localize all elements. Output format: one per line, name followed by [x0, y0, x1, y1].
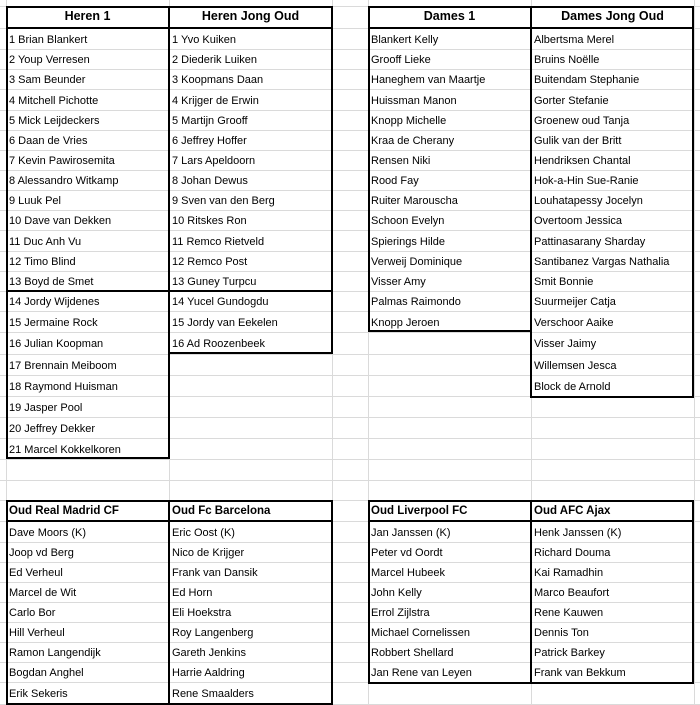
player-cell: Knopp Jeroen	[371, 317, 440, 329]
player-cell: Michael Cornelissen	[371, 627, 471, 639]
grid-row-line	[0, 311, 700, 312]
player-cell: Dennis Ton	[534, 627, 589, 639]
player-cell: Rene Kauwen	[534, 607, 604, 619]
grid-row-line	[0, 49, 700, 50]
player-cell: Spierings Hilde	[371, 236, 445, 248]
player-cell: Henk Janssen (K)	[534, 527, 622, 539]
grid-row-line	[0, 251, 700, 252]
column-header-oudBarcelona: Oud Fc Barcelona	[172, 505, 271, 517]
player-cell: Ruiter Marouscha	[371, 195, 458, 207]
player-cell: 7 Kevin Pawirosemita	[9, 155, 115, 167]
dames1-left-border	[368, 28, 370, 332]
player-cell: Robbert Shellard	[371, 647, 454, 659]
player-cell: Blankert Kelly	[371, 34, 439, 46]
heren-jong-oud-group-divider	[168, 290, 333, 292]
grid-row-line	[0, 438, 700, 439]
grid-row-line	[0, 210, 700, 211]
grid-row-line	[0, 417, 700, 418]
dames-jong-oud-right-border	[692, 28, 694, 398]
player-cell: 9 Luuk Pel	[9, 195, 61, 207]
grid-row-line	[0, 459, 700, 460]
player-cell: 11 Duc Anh Vu	[9, 236, 82, 248]
heren-jong-oud-right-border	[331, 28, 333, 354]
player-cell: Huissman Manon	[371, 95, 457, 107]
player-cell: Suurmeijer Catja	[534, 296, 616, 308]
player-cell: Nico de Krijger	[172, 547, 245, 559]
player-cell: Palmas Raimondo	[371, 296, 461, 308]
dames1-bottom-border	[368, 330, 532, 332]
oud-liverpool-bottom-border	[368, 682, 694, 684]
player-cell: 14 Yucel Gundogdu	[172, 296, 269, 308]
player-cell: Erik Sekeris	[9, 688, 68, 700]
player-cell: Verweij Dominique	[371, 256, 463, 268]
player-cell: 14 Jordy Wijdenes	[9, 296, 100, 308]
grid-row-line	[0, 170, 700, 171]
player-cell: Richard Douma	[534, 547, 611, 559]
grid-row-line	[0, 662, 700, 663]
player-cell: Hok-a-Hin Sue-Ranie	[534, 175, 639, 187]
grid-row-line	[0, 622, 700, 623]
grid-row-line	[0, 602, 700, 603]
dames1-header-border	[368, 6, 532, 29]
player-cell: Haneghem van Maartje	[371, 74, 486, 86]
player-cell: Marcel Hubeek	[371, 567, 445, 579]
oud-liverpool-left-border	[368, 521, 370, 683]
player-cell: 11 Remco Rietveld	[172, 236, 265, 248]
player-cell: 16 Ad Roozenbeek	[172, 338, 265, 350]
player-cell: 8 Johan Dewus	[172, 175, 248, 187]
player-cell: 5 Mick Leijdeckers	[9, 115, 100, 127]
grid-row-line	[0, 110, 700, 111]
grid-row-line	[0, 642, 700, 643]
player-cell: 13 Guney Turpcu	[172, 276, 257, 288]
grid-row-line	[0, 230, 700, 231]
player-cell: Grooff Lieke	[371, 54, 431, 66]
column-header-oudAjax: Oud AFC Ajax	[534, 505, 611, 517]
oud-barcelona-right-border	[331, 521, 333, 705]
oud-liverpool-right-border	[530, 521, 532, 683]
oud-real-madrid-right-border	[168, 521, 170, 705]
player-cell: Eric Oost (K)	[172, 527, 235, 539]
player-cell: Rood Fay	[371, 175, 419, 187]
player-cell: 6 Daan de Vries	[9, 135, 88, 147]
player-cell: Peter vd Oordt	[371, 547, 443, 559]
player-cell: Bogdan Anghel	[9, 667, 84, 679]
player-cell: 9 Sven van den Berg	[172, 195, 275, 207]
heren1-right-border	[168, 28, 170, 459]
player-cell: Schoon Evelyn	[371, 215, 445, 227]
player-cell: Overtoom Jessica	[534, 215, 623, 227]
column-header-oudLiverpool: Oud Liverpool FC	[371, 505, 468, 517]
player-cell: Knopp Michelle	[371, 115, 447, 127]
oud-real-madrid-header-border	[6, 500, 170, 522]
player-cell: 1 Yvo Kuiken	[172, 34, 237, 46]
grid-row-line	[0, 480, 700, 481]
player-cell: 15 Jordy van Eekelen	[172, 317, 278, 329]
player-cell: Rene Smaalders	[172, 688, 254, 700]
grid-row-line	[0, 150, 700, 151]
player-cell: Albertsma Merel	[534, 34, 615, 46]
player-cell: 2 Diederik Luiken	[172, 54, 257, 66]
player-cell: Marcel de Wit	[9, 587, 77, 599]
grid-row-line	[0, 271, 700, 272]
player-cell: Verschoor Aaike	[534, 317, 614, 329]
column-header-heren1: Heren 1	[64, 9, 111, 23]
oud-barcelona-header-border	[168, 500, 333, 522]
player-cell: Visser Amy	[371, 276, 426, 288]
player-cell: 12 Timo Blind	[9, 256, 76, 268]
column-header-oudRealMadrid: Oud Real Madrid CF	[9, 505, 119, 517]
grid-row-line	[0, 130, 700, 131]
grid-row-line	[0, 190, 700, 191]
player-cell: Rensen Niki	[371, 155, 431, 167]
oud-liverpool-header-border	[368, 500, 532, 522]
player-cell: 12 Remco Post	[172, 256, 248, 268]
player-cell: Roy Langenberg	[172, 627, 254, 639]
player-cell: 17 Brennain Meiboom	[9, 360, 117, 372]
grid-row-line	[0, 562, 700, 563]
player-cell: 21 Marcel Kokkelkoren	[9, 444, 121, 456]
grid-row-line	[0, 542, 700, 543]
grid-row-line	[0, 582, 700, 583]
column-header-dames1: Dames 1	[423, 9, 476, 23]
player-cell: 10 Ritskes Ron	[172, 215, 247, 227]
player-cell: John Kelly	[371, 587, 422, 599]
player-cell: Gareth Jenkins	[172, 647, 246, 659]
player-cell: Willemsen Jesca	[534, 360, 617, 372]
player-cell: 5 Martijn Grooff	[172, 115, 248, 127]
player-cell: Buitendam Stephanie	[534, 74, 640, 86]
player-cell: 19 Jasper Pool	[9, 402, 83, 414]
oud-ajax-header-border	[530, 500, 694, 522]
player-cell: Visser Jaimy	[534, 338, 597, 350]
player-cell: Patrick Barkey	[534, 647, 605, 659]
heren1-bottom-border	[6, 457, 170, 459]
oud-real-madrid-left-border	[6, 521, 8, 705]
player-cell: Smit Bonnie	[534, 276, 594, 288]
player-cell: 3 Koopmans Daan	[172, 74, 264, 86]
player-cell: Ed Horn	[172, 587, 213, 599]
player-cell: Joop vd Berg	[9, 547, 74, 559]
player-cell: Ed Verheul	[9, 567, 63, 579]
player-cell: Eli Hoekstra	[172, 607, 232, 619]
player-cell: Errol Zijlstra	[371, 607, 430, 619]
oud-ajax-right-border	[692, 521, 694, 683]
player-cell: Jan Rene van Leyen	[371, 667, 472, 679]
player-cell: Louhatapessy Jocelyn	[534, 195, 643, 207]
player-cell: Santibaпez Vargas Nathalia	[534, 256, 670, 268]
player-cell: 13 Boyd de Smet	[9, 276, 94, 288]
column-header-herenJongOud: Heren Jong Oud	[201, 9, 300, 23]
player-cell: 18 Raymond Huisman	[9, 381, 118, 393]
player-cell: Kraa de Cherany	[371, 135, 455, 147]
player-cell: 20 Jeffrey Dekker	[9, 423, 96, 435]
grid-row-line	[0, 375, 700, 376]
player-cell: 4 Krijger de Erwin	[172, 95, 259, 107]
player-cell: 8 Alessandro Witkamp	[9, 175, 119, 187]
player-cell: 2 Youp Verresen	[9, 54, 90, 66]
player-cell: 15 Jermaine Rock	[9, 317, 98, 329]
dames-jong-oud-header-border	[530, 6, 694, 29]
heren-jong-oud-bottom-border	[168, 352, 333, 354]
player-cell: Hill Verheul	[9, 627, 65, 639]
player-cell: Gulik van der Britt	[534, 135, 622, 147]
dames1-right-border	[530, 28, 532, 398]
player-cell: 7 Lars Apeldoorn	[172, 155, 256, 167]
heren1-group-divider	[6, 290, 170, 292]
heren1-header-border	[6, 6, 170, 29]
grid-row-line	[0, 69, 700, 70]
player-cell: Gorter Stefanie	[534, 95, 609, 107]
player-cell: Dave Moors (K)	[9, 527, 87, 539]
player-cell: Carlo Bor	[9, 607, 56, 619]
player-cell: 4 Mitchell Pichotte	[9, 95, 99, 107]
player-cell: Harrie Aaldring	[172, 667, 245, 679]
player-cell: 6 Jeffrey Hoffer	[172, 135, 247, 147]
grid-column-line	[694, 0, 695, 705]
grid-row-line	[0, 332, 700, 333]
player-cell: 3 Sam Beunder	[9, 74, 86, 86]
player-cell: Groenew oud Tanja	[534, 115, 630, 127]
player-cell: Kai Ramadhin	[534, 567, 604, 579]
player-cell: Pattinasarany Sharday	[534, 236, 646, 248]
player-cell: Bruins Noëlle	[534, 54, 600, 66]
player-cell: Marco Beaufort	[534, 587, 610, 599]
player-cell: Jan Janssen (K)	[371, 527, 451, 539]
player-cell: 10 Dave van Dekken	[9, 215, 112, 227]
player-cell: Frank van Dansik	[172, 567, 258, 579]
grid-row-line	[0, 89, 700, 90]
player-cell: Block de Arnold	[534, 381, 611, 393]
heren1-left-border	[6, 28, 8, 459]
player-cell: 16 Julian Koopman	[9, 338, 104, 350]
column-header-damesJongOud: Dames Jong Oud	[561, 9, 664, 23]
heren-jong-oud-header-border	[168, 6, 333, 29]
grid-row-line	[0, 354, 700, 355]
player-cell: Frank van Bekkum	[534, 667, 626, 679]
dames-jong-oud-bottom-border	[530, 396, 694, 398]
player-cell: 1 Brian Blankert	[9, 34, 88, 46]
player-cell: Ramon Langendijk	[9, 647, 101, 659]
player-cell: Hendriksen Chantal	[534, 155, 631, 167]
